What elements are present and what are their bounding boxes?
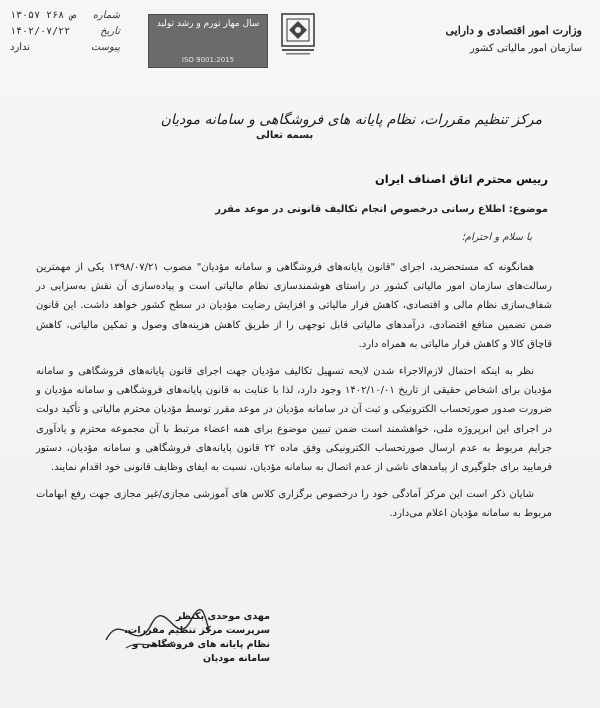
body-paragraph-3: شایان ذکر است این مرکز آمادگی خود را درخصوص برگزاری کلاس های آموزشی مجازی/غیر مجازی جهت رفع ابهامات مربوط به سامانه مؤدیان اعلام می‌دارد. bbox=[36, 489, 552, 520]
body-paragraph-2: نظر به اینکه احتمال لازم‌الاجراء شدن لایحه تسهیل تکالیف مؤدیان جهت اجرای قانون پایانه‌های فروشگاهی و سامانه مؤدیان برای اشخاص حقیقی از تاریخ ۱۴۰۲/۱۰/۰۱ وجود دارد، لذا با عنایت به قانون پایانه‌های فروشگاهی و سامانه مؤدیان و ضرورت صدور صورتحساب الکترونیکی و ثبت آن در سامانه مؤدیان در موعد مقرر توسط مؤدیان محترم مالیاتی و تأکید دولت در اجرای این ابرپروژه ملی، خواهشمند است ضمن تبیین موضوع برای همه اعضاء مرتبط با آن مجموعه محترم و یادآوری جرایم مربوط به عدم ارسال صورتحساب الکترونیکی وفق ماده ۲۲ قانون پایانه‌های فروشگاهی و سامانه مؤدیان، دستور فرمایید برای جلوگیری از پیامدهای ناشی از عدم اتصال به سامانه مؤدیان، نسبت به ایفای وظایف قانونی خود اقدام نمایند. bbox=[36, 366, 552, 474]
slogan-text: سال مهار تورم و رشد تولید bbox=[156, 19, 260, 29]
tax-organization-emblem bbox=[278, 12, 318, 56]
body-paragraph-1: همانگونه که مستحضرید، اجرای "قانون پایانه‌های فروشگاهی و سامانه مؤدیان" مصوب ۱۳۹۸/۰۷/۲۱ یکی از مهمترین رسالت‌های سازمان امور مالیاتی کشور در راستای هوشمندسازی نظام مالیاتی است و پیاده‌سازی آن نقش به‌سزایی در شفاف‌سازی نظام مالی و اقتصادی، کاهش فرار مالیاتی و افزایش رضایت مؤدیان در سطح کشور خواهد داشت. این قانون ضمن تضمین منافع اقتصادی، درآمدهای مالیاتی قابل توجهی را از طریق کاهش هزینه‌های وصول و تمکین مالیاتی، کاهش قاچاق کالا و کاهش فرار مالیاتی به همراه دارد. bbox=[36, 262, 552, 350]
date-value: ۱۴۰۲/۰۷/۲۲ bbox=[10, 26, 71, 37]
ministry-name: وزارت امور اقتصادی و دارایی bbox=[445, 24, 582, 37]
organization-name: سازمان امور مالیاتی کشور bbox=[470, 43, 582, 54]
date-row bbox=[10, 24, 120, 40]
iso-text: ISO 9001:2015 bbox=[181, 56, 235, 64]
greeting: با سلام و احترام؛ bbox=[461, 232, 532, 243]
signatory-name: مهدی موحدی بکنظر bbox=[176, 611, 270, 622]
signatory-position-1: سرپرست مرکز تنظیم مقررات، bbox=[124, 625, 270, 636]
invocation: بسمه تعالی bbox=[256, 130, 314, 141]
number-label: شماره bbox=[92, 10, 120, 21]
number-row bbox=[10, 8, 120, 24]
ministry-heading bbox=[412, 22, 582, 58]
attachment-row bbox=[10, 40, 120, 56]
recipient: رییس محترم اتاق اصناف ایران bbox=[374, 172, 548, 186]
emblem-icon bbox=[278, 12, 318, 56]
signatory-position-2: نظام پایانه های فروشگاهی و سامانه مودیان bbox=[132, 639, 270, 664]
reference-block bbox=[10, 8, 120, 56]
number-value: ۱۳۰۵۷ ۲۶۸ ص bbox=[10, 10, 77, 21]
subject-line: موضوع: اطلاع رسانی درخصوص انجام تکالیف قانونی در موعد مقرر bbox=[215, 204, 548, 215]
document-title: مرکز تنظیم مقررات، نظام پایانه های فروشگاهی و سامانه مودیان bbox=[160, 112, 542, 128]
attachment-label: پیوست bbox=[90, 42, 120, 53]
date-label: تاریخ bbox=[100, 26, 120, 37]
slogan-logo-box bbox=[148, 14, 268, 68]
attachment-value: ندارد bbox=[10, 42, 31, 53]
letter-body bbox=[36, 258, 552, 532]
signature-block bbox=[100, 610, 270, 666]
